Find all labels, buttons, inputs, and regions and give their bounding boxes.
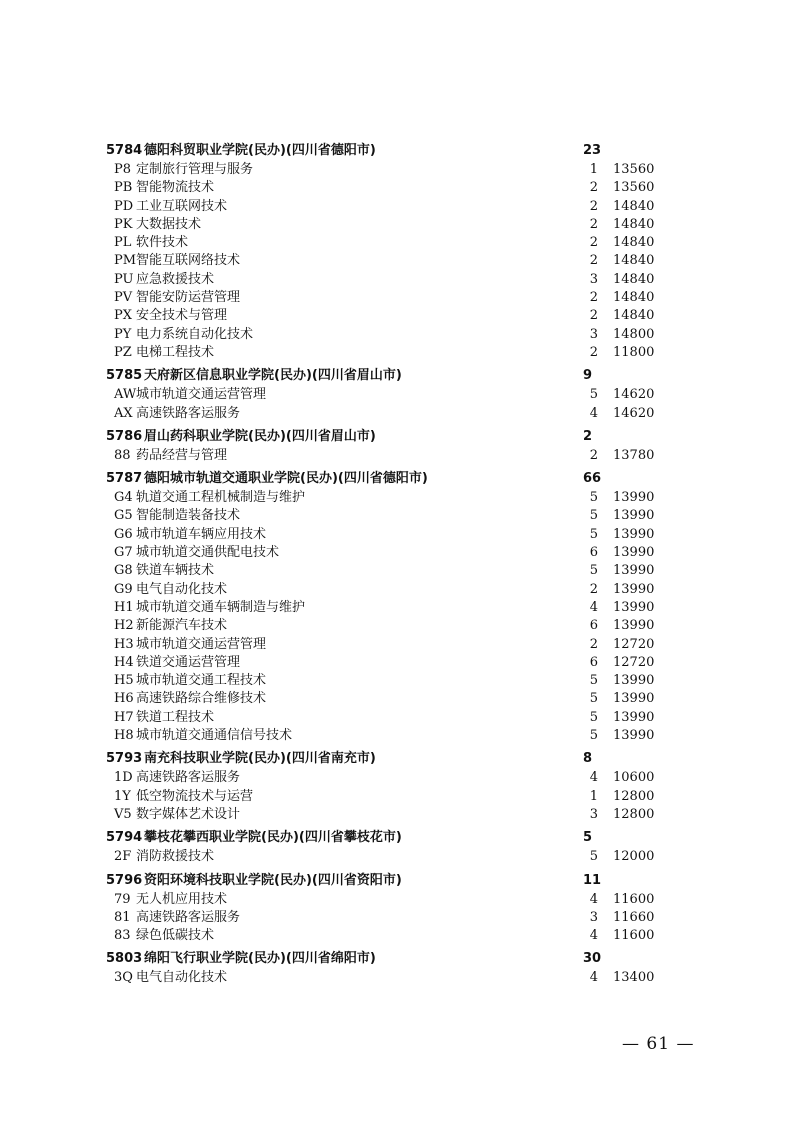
program-row xyxy=(106,617,666,635)
program-name: 药品经营与管理 xyxy=(136,447,228,463)
program-fee: 13560 xyxy=(613,180,655,196)
school-name: 攀枝花攀西职业学院(民办)(四川省攀枝花市) xyxy=(144,830,402,846)
program-code: H4 xyxy=(114,654,134,670)
program-name: 电气自动化技术 xyxy=(136,581,228,597)
program-name: 城市轨道交通车辆制造与维护 xyxy=(136,599,306,615)
program-count: 3 xyxy=(589,806,598,822)
program-row xyxy=(106,562,666,580)
program-code: G7 xyxy=(114,545,133,561)
program-name: 软件技术 xyxy=(136,235,189,251)
program-count: 5 xyxy=(589,849,598,865)
program-name: 高速铁路客运服务 xyxy=(136,909,241,925)
page-number: — 61 — xyxy=(622,1034,695,1054)
program-count: 2 xyxy=(589,581,598,597)
program-count: 5 xyxy=(589,728,598,744)
program-name: 大数据技术 xyxy=(136,216,202,232)
program-code: PK xyxy=(114,216,133,232)
program-name: 城市轨道交通供配电技术 xyxy=(136,545,280,561)
program-code: 2F xyxy=(114,849,132,865)
program-count: 4 xyxy=(589,770,598,786)
school-code: 5794 xyxy=(106,830,143,846)
program-code: AW xyxy=(114,387,137,403)
program-code: PL xyxy=(114,235,132,251)
program-count: 3 xyxy=(589,271,598,287)
program-name: 低空物流技术与运营 xyxy=(136,788,254,804)
program-code: 1Y xyxy=(114,788,131,804)
program-code: H1 xyxy=(114,599,134,615)
school-code: 5787 xyxy=(106,471,143,487)
program-name: 新能源汽车技术 xyxy=(136,618,228,634)
program-fee: 14620 xyxy=(613,405,655,421)
program-code: H3 xyxy=(114,636,134,652)
program-row xyxy=(106,271,666,289)
program-code: PM xyxy=(114,253,137,269)
school-header xyxy=(106,141,666,161)
program-fee: 12800 xyxy=(613,788,655,804)
program-name: 智能制造装备技术 xyxy=(136,508,241,524)
program-row xyxy=(106,599,666,617)
program-row xyxy=(106,344,666,362)
program-code: 79 xyxy=(114,891,131,907)
program-code: 1D xyxy=(114,770,133,786)
program-name: 电气自动化技术 xyxy=(136,970,228,986)
program-count: 4 xyxy=(589,891,598,907)
program-code: PU xyxy=(114,271,134,287)
school-block xyxy=(106,366,666,423)
program-count: 2 xyxy=(589,180,598,196)
program-code: PY xyxy=(114,326,132,342)
program-row xyxy=(106,891,666,909)
program-count: 5 xyxy=(589,490,598,506)
school-header xyxy=(106,949,666,969)
program-code: G9 xyxy=(114,581,133,597)
program-row xyxy=(106,326,666,344)
program-row xyxy=(106,727,666,745)
program-name: 无人机应用技术 xyxy=(136,891,228,907)
program-fee: 12720 xyxy=(613,636,655,652)
school-name: 绵阳飞行职业学院(民办)(四川省绵阳市) xyxy=(144,951,376,967)
program-row xyxy=(106,179,666,197)
program-code: H7 xyxy=(114,709,134,725)
program-count: 1 xyxy=(589,162,598,177)
school-header xyxy=(106,427,666,447)
program-name: 应急救援技术 xyxy=(136,271,215,287)
school-name: 德阳城市轨道交通职业学院(民办)(四川省德阳市) xyxy=(144,471,428,487)
program-name: 电力系统自动化技术 xyxy=(136,326,254,342)
program-fee: 14840 xyxy=(613,198,655,214)
school-total: 30 xyxy=(583,951,602,967)
program-name: 智能安防运营管理 xyxy=(136,290,241,306)
school-total: 5 xyxy=(583,830,593,846)
program-name: 城市轨道交通通信信号技术 xyxy=(136,728,293,744)
program-name: 城市轨道车辆应用技术 xyxy=(136,526,267,542)
program-fee: 13990 xyxy=(613,581,655,597)
school-block xyxy=(106,141,666,362)
program-count: 2 xyxy=(589,198,598,214)
school-code: 5796 xyxy=(106,872,143,888)
school-block xyxy=(106,949,666,987)
program-fee: 13990 xyxy=(613,618,655,634)
program-fee: 14840 xyxy=(613,271,655,287)
program-name: 智能物流技术 xyxy=(136,180,215,196)
school-total: 2 xyxy=(583,428,593,444)
program-fee: 13990 xyxy=(613,526,655,542)
program-name: 高速铁路客运服务 xyxy=(136,770,241,786)
program-code: 83 xyxy=(114,928,131,944)
program-code: G8 xyxy=(114,563,133,579)
program-code: G6 xyxy=(114,526,133,542)
program-fee: 11600 xyxy=(613,891,655,907)
school-header xyxy=(106,871,666,891)
program-name: 高速铁路综合维修技术 xyxy=(136,691,267,707)
program-code: H6 xyxy=(114,691,134,707)
program-code: PX xyxy=(114,308,133,324)
program-fee: 14840 xyxy=(613,253,655,269)
school-total: 66 xyxy=(583,471,602,487)
school-total: 11 xyxy=(583,872,602,888)
program-row xyxy=(106,507,666,525)
program-row xyxy=(106,806,666,824)
program-row xyxy=(106,544,666,562)
program-count: 5 xyxy=(589,526,598,542)
program-fee: 11800 xyxy=(613,344,655,360)
program-row xyxy=(106,636,666,654)
program-fee: 13990 xyxy=(613,508,655,524)
program-row xyxy=(106,447,666,465)
program-row xyxy=(106,709,666,727)
program-fee: 13990 xyxy=(613,563,655,579)
program-name: 消防救援技术 xyxy=(136,849,215,865)
program-row xyxy=(106,489,666,507)
program-code: PD xyxy=(114,198,134,214)
program-code: H8 xyxy=(114,728,134,744)
program-fee: 13990 xyxy=(613,728,655,744)
program-code: P8 xyxy=(114,162,132,177)
program-fee: 10600 xyxy=(613,770,655,786)
program-name: 铁道车辆技术 xyxy=(136,563,215,579)
school-name: 南充科技职业学院(民办)(四川省南充市) xyxy=(144,751,376,767)
program-row xyxy=(106,234,666,252)
program-name: 轨道交通工程机械制造与维护 xyxy=(136,490,306,506)
program-name: 铁道工程技术 xyxy=(136,709,215,725)
program-row xyxy=(106,289,666,307)
program-fee: 13780 xyxy=(613,447,655,463)
program-count: 2 xyxy=(589,253,598,269)
program-fee: 14620 xyxy=(613,387,655,403)
program-fee: 14840 xyxy=(613,216,655,232)
program-row xyxy=(106,216,666,234)
program-row xyxy=(106,654,666,672)
school-block xyxy=(106,427,666,465)
program-code: G4 xyxy=(114,490,133,506)
school-total: 8 xyxy=(583,751,593,767)
program-fee: 13990 xyxy=(613,673,655,689)
program-row xyxy=(106,672,666,690)
program-row xyxy=(106,405,666,423)
program-row xyxy=(106,969,666,987)
school-block xyxy=(106,469,666,745)
program-count: 5 xyxy=(589,563,598,579)
school-total: 9 xyxy=(583,368,593,384)
program-name: 工业互联网技术 xyxy=(136,198,228,214)
school-name: 眉山药科职业学院(民办)(四川省眉山市) xyxy=(144,428,376,444)
program-fee: 13990 xyxy=(613,545,655,561)
program-fee: 13990 xyxy=(613,709,655,725)
program-fee: 12000 xyxy=(613,849,655,865)
program-name: 绿色低碳技术 xyxy=(136,928,215,944)
program-count: 5 xyxy=(589,387,598,403)
program-name: 数字媒体艺术设计 xyxy=(136,806,241,822)
program-fee: 11600 xyxy=(613,928,655,944)
school-code: 5803 xyxy=(106,951,143,967)
school-code: 5784 xyxy=(106,143,143,158)
school-header xyxy=(106,749,666,769)
program-count: 4 xyxy=(589,970,598,986)
program-row xyxy=(106,848,666,866)
program-count: 4 xyxy=(589,599,598,615)
program-row xyxy=(106,386,666,404)
program-row xyxy=(106,927,666,945)
program-count: 2 xyxy=(589,290,598,306)
program-fee: 13560 xyxy=(613,162,655,177)
program-code: H5 xyxy=(114,673,134,689)
program-row xyxy=(106,690,666,708)
program-name: 高速铁路客运服务 xyxy=(136,405,241,421)
school-block xyxy=(106,749,666,824)
program-row xyxy=(106,769,666,787)
school-block xyxy=(106,871,666,946)
program-code: 3Q xyxy=(114,970,133,986)
program-name: 城市轨道交通运营管理 xyxy=(136,387,267,403)
program-fee: 12800 xyxy=(613,806,655,822)
program-count: 2 xyxy=(589,308,598,324)
program-fee: 11660 xyxy=(613,909,655,925)
program-fee: 13990 xyxy=(613,599,655,615)
program-count: 3 xyxy=(589,326,598,342)
school-code: 5793 xyxy=(106,751,143,767)
program-count: 4 xyxy=(589,928,598,944)
program-name: 智能互联网络技术 xyxy=(136,253,241,269)
program-name: 安全技术与管理 xyxy=(136,308,228,324)
program-code: G5 xyxy=(114,508,133,524)
program-count: 6 xyxy=(589,654,598,670)
program-code: H2 xyxy=(114,618,134,634)
program-count: 5 xyxy=(589,691,598,707)
program-count: 2 xyxy=(589,344,598,360)
program-count: 2 xyxy=(589,235,598,251)
program-count: 5 xyxy=(589,709,598,725)
school-header xyxy=(106,828,666,848)
program-count: 2 xyxy=(589,216,598,232)
program-row xyxy=(106,252,666,270)
school-code: 5785 xyxy=(106,368,143,384)
program-fee: 14840 xyxy=(613,308,655,324)
program-count: 3 xyxy=(589,909,598,925)
program-fee: 13990 xyxy=(613,691,655,707)
program-row xyxy=(106,161,666,179)
program-fee: 13400 xyxy=(613,970,655,986)
program-count: 6 xyxy=(589,618,598,634)
program-name: 铁道交通运营管理 xyxy=(136,654,241,670)
program-code: PZ xyxy=(114,344,132,360)
program-name: 城市轨道交通运营管理 xyxy=(136,636,267,652)
program-row xyxy=(106,307,666,325)
program-code: 81 xyxy=(114,909,131,925)
school-total: 23 xyxy=(583,143,602,158)
school-code: 5786 xyxy=(106,428,143,444)
program-name: 定制旅行管理与服务 xyxy=(136,162,254,177)
program-code: 88 xyxy=(114,447,131,463)
program-row xyxy=(106,909,666,927)
admission-plan-list xyxy=(106,141,666,988)
program-row xyxy=(106,526,666,544)
school-name: 资阳环境科技职业学院(民办)(四川省资阳市) xyxy=(144,872,402,888)
program-code: PB xyxy=(114,180,133,196)
program-count: 1 xyxy=(589,788,598,804)
program-count: 5 xyxy=(589,673,598,689)
school-name: 德阳科贸职业学院(民办)(四川省德阳市) xyxy=(144,143,376,158)
program-row xyxy=(106,788,666,806)
program-row xyxy=(106,198,666,216)
program-count: 6 xyxy=(589,545,598,561)
program-fee: 14840 xyxy=(613,290,655,306)
program-code: AX xyxy=(114,405,133,421)
program-count: 5 xyxy=(589,508,598,524)
program-name: 城市轨道交通工程技术 xyxy=(136,673,267,689)
program-fee: 12720 xyxy=(613,654,655,670)
program-code: PV xyxy=(114,290,133,306)
program-name: 电梯工程技术 xyxy=(136,344,215,360)
program-count: 2 xyxy=(589,447,598,463)
program-fee: 14800 xyxy=(613,326,655,342)
program-row xyxy=(106,581,666,599)
school-name: 天府新区信息职业学院(民办)(四川省眉山市) xyxy=(144,368,402,384)
school-block xyxy=(106,828,666,866)
school-header xyxy=(106,366,666,386)
program-count: 2 xyxy=(589,636,598,652)
program-fee: 13990 xyxy=(613,490,655,506)
program-count: 4 xyxy=(589,405,598,421)
school-header xyxy=(106,469,666,489)
program-fee: 14840 xyxy=(613,235,655,251)
program-code: V5 xyxy=(114,806,132,822)
